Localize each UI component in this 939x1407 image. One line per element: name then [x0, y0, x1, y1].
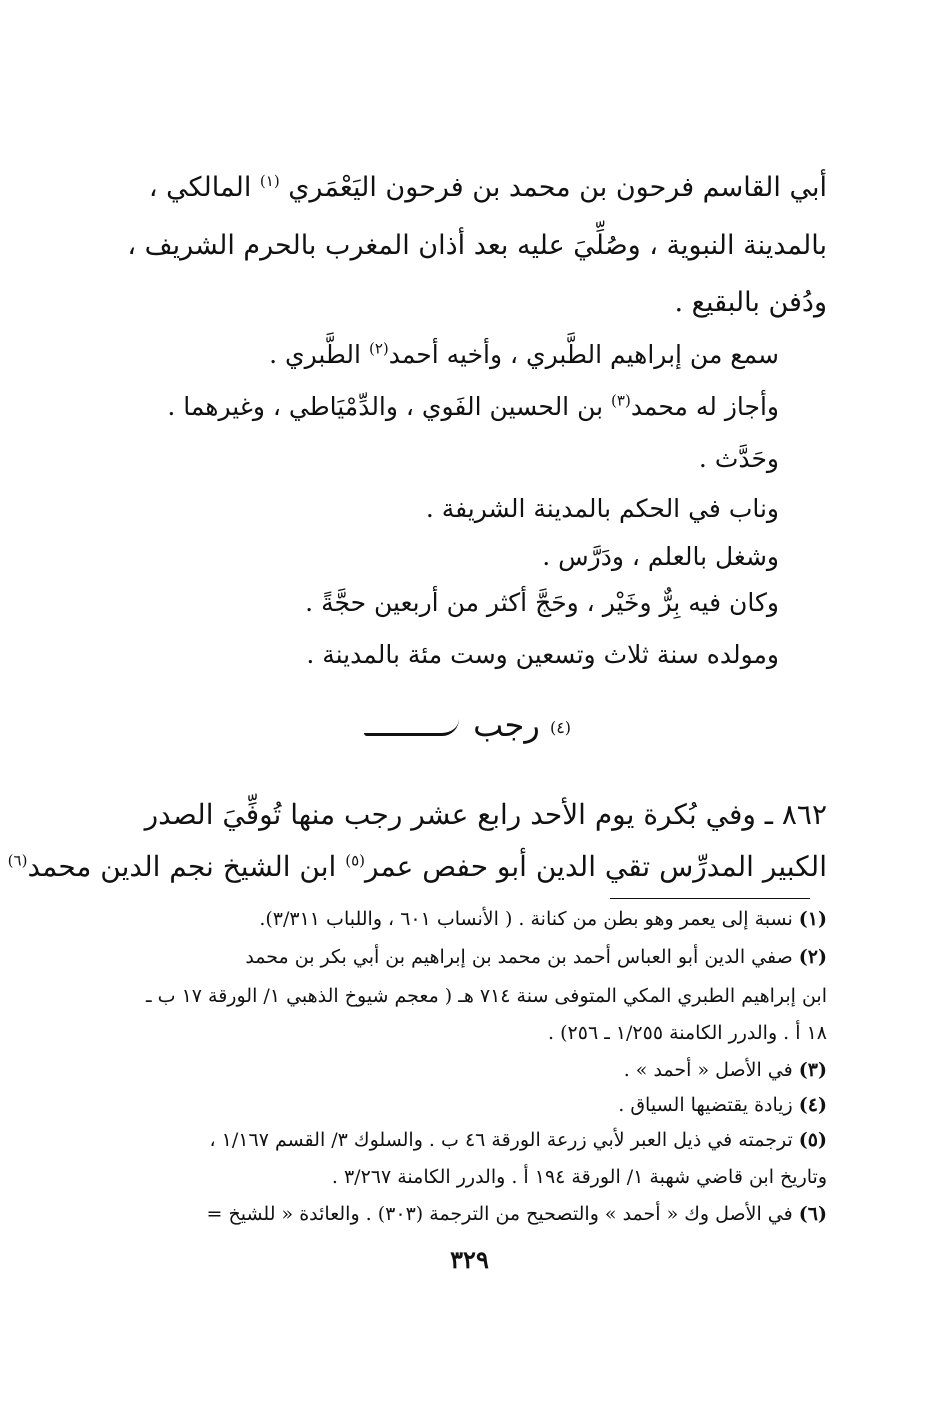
- detail-text: بن الحسين الفَوي ، والدِّمْيَاطي ، وغيرهما .: [167, 392, 604, 421]
- footnote-text: صفي الدين أبو العباس أحمد بن محمد بن إبراهيم بن أبي بكر بن محمد: [245, 946, 793, 968]
- footnote-mark: (٦): [7, 851, 28, 870]
- body-line-3: ودُفن بالبقيع .: [674, 287, 827, 318]
- footnote-text: في الأصل « أحمد » .: [623, 1059, 793, 1081]
- footnote-2-cont-1: ابن إبراهيم الطبري المكي المتوفى سنة ٧١٤ هـ ( معجم شيوخ الذهبي ١/ الورقة ١٧ ب ـ: [146, 985, 827, 1007]
- footnote-text: نسبة إلى يعمر وهو بطن من كنانة . ( الأنساب ٦٠١ ، واللباب ٣/٣١١).: [259, 908, 793, 930]
- entry-text: ابن الشيخ نجم الدين محمد: [27, 850, 337, 883]
- detail-line-4: وناب في الحكم بالمدينة الشريفة .: [425, 494, 779, 523]
- footnote-3: [624, 1059, 827, 1081]
- footnote-mark: (٥): [345, 851, 365, 870]
- footnote-text: في الأصل وك « أحمد » والتصحيح من الترجمة (٣٠٣) . والعائدة « للشيخ =: [206, 1203, 793, 1225]
- footnote-separator: [610, 898, 810, 899]
- heading-footnote-mark: (٤): [549, 718, 572, 737]
- body-line-1-text: أبي القاسم فرحون بن محمد بن فرحون اليَعْمَري: [288, 172, 827, 203]
- body-line-1-tail: المالكي ،: [148, 172, 252, 203]
- section-heading: [0, 706, 939, 754]
- heading-swash-ornament: [364, 719, 459, 736]
- footnote-5: [210, 1129, 828, 1151]
- page-number: ٣٢٩: [450, 1245, 489, 1274]
- footnote-5-cont: وتاريخ ابن قاضي شهبة ١/ الورقة ١٩٤ أ . والدرر الكامنة ٣/٢٦٧ .: [331, 1166, 827, 1188]
- footnote-number: (٥): [798, 1129, 827, 1151]
- footnote-mark: (١): [259, 172, 280, 190]
- detail-line-2: [167, 392, 779, 421]
- footnote-6: [207, 1203, 827, 1225]
- entry-text: الكبير المدرِّس تقي الدين أبو حفص عمر: [365, 850, 827, 883]
- footnote-number: (٣): [798, 1059, 827, 1081]
- body-line-1: [149, 172, 827, 203]
- entry-line-2: [8, 850, 827, 883]
- detail-line-6: وكان فيه بِرٌّ وخَيْر ، وحَجَّ أكثر من أربعين حجَّةً .: [305, 588, 779, 617]
- footnote-number: (١): [798, 908, 827, 930]
- detail-line-5: وشغل بالعلم ، ودَرَّس .: [542, 542, 779, 571]
- detail-line-7: ومولده سنة ثلاث وتسعين وست مئة بالمدينة .: [306, 640, 779, 669]
- footnote-number: (٢): [798, 946, 827, 968]
- footnote-number: (٦): [798, 1203, 827, 1225]
- entry-line-1: ٨٦٢ ـ وفي بُكرة يوم الأحد رابع عشر رجب منها تُوفِّيَ الصدر: [144, 798, 827, 831]
- heading-title: رجب: [473, 706, 540, 744]
- body-line-2: بالمدينة النبوية ، وصُلِّيَ عليه بعد أذان المغرب بالحرم الشريف ،: [127, 230, 827, 261]
- detail-line-1: [269, 340, 779, 369]
- footnote-number: (٤): [798, 1094, 827, 1116]
- detail-text: سمع من إبراهيم الطَّبري ، وأخيه أحمد: [388, 340, 779, 369]
- footnote-2-cont-2: ١٨ أ . والدرر الكامنة ١/٢٥٥ ـ ٢٥٦) .: [548, 1022, 827, 1044]
- footnote-text: ترجمته في ذيل العبر لأبي زرعة الورقة ٤٦ ب . والسلوك ٣/ القسم ١/١٦٧ ،: [209, 1129, 793, 1151]
- footnote-1: [259, 908, 827, 930]
- footnote-4: [618, 1094, 827, 1116]
- footnote-text: زيادة يقتضيها السياق .: [618, 1094, 793, 1116]
- detail-text: الطَّبري .: [269, 340, 361, 369]
- footnote-2: [245, 946, 827, 968]
- detail-text: وأجاز له محمد: [630, 392, 779, 421]
- detail-line-3: وحَدَّث .: [698, 444, 779, 473]
- footnote-mark: (٢): [368, 339, 389, 358]
- footnote-mark: (٣): [611, 391, 631, 410]
